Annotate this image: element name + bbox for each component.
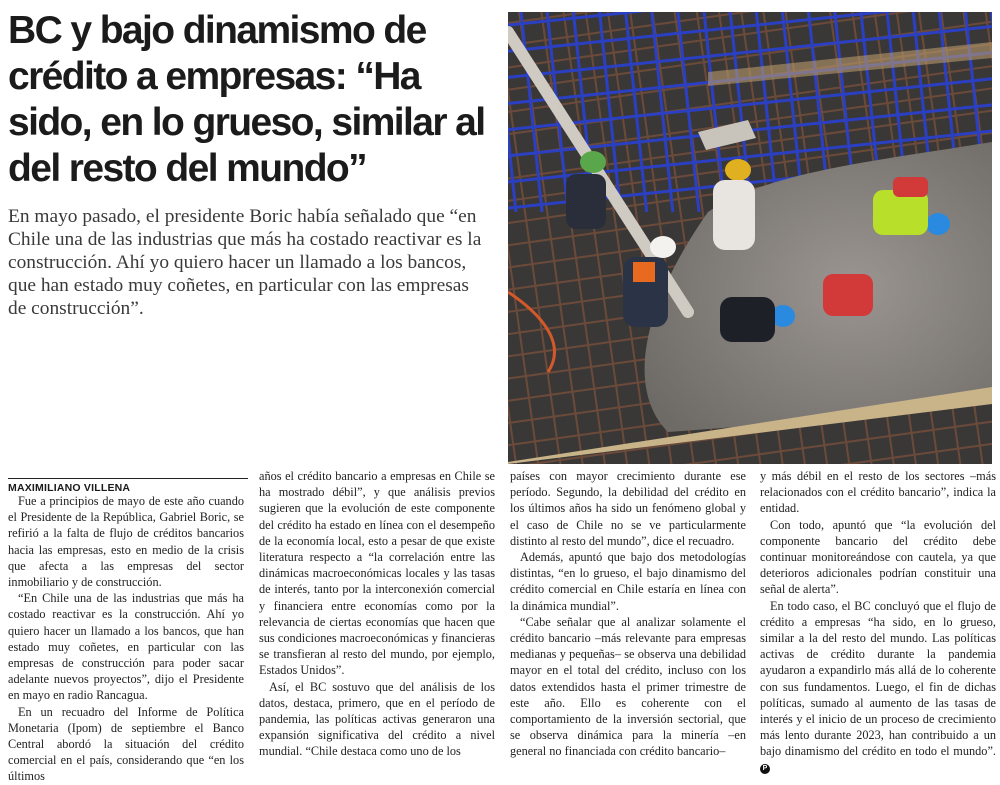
construction-photo-illustration	[508, 12, 992, 464]
paragraph: “En Chile una de las industrias que más ha costado reactivar es la construcción. Ahí yo quiero hacer un llamado a los bancos, que han estado muy coñetes, en particular con las empresas de construcción para poder sacar adelante nuevos proyectos”, dijo el Presidente en mayo en radio Rancagua.	[8, 591, 244, 703]
paragraph-final	[760, 598, 996, 776]
paragraph: países con mayor crecimiento durante ese período. Segundo, la debilidad del crédito en los últimos años ha sido un fenómeno global y el caso de Chile no se ve particularmente distinto al resto del mundo”, dice el recuadro.	[510, 469, 746, 548]
paragraph: Fue a principios de mayo de este año cuando el Presidente de la República, Gabriel Boric, se refirió a la falta de flujo de créditos bancarios hacia las empresas, esto en medio de la crisis que afecta a las empresas del sector inmobiliario y de construcción.	[8, 494, 244, 590]
paragraph-text: En todo caso, el BC concluyó que el flujo de crédito a empresas “ha sido, en lo grueso, similar a la del resto del mundo. Las políticas activas de crédito durante la pandemia ayudaron a expandirlo más allá de lo coherente con sus fundamentos. Luego, el fin de dichas políticas, sumado al aumento de las tasas de interés y el inicio de un proceso de crecimiento más lento durante 2023, han contribuido a un bajo dinamismo del crédito en todo el mundo”.	[760, 598, 996, 759]
text-column-4	[760, 468, 996, 776]
article-headline: BC y bajo dinamismo de crédito a empresas: “Ha sido, en lo grueso, similar al del resto del mundo”	[8, 9, 485, 190]
paragraph: En un recuadro del Informe de Política Monetaria (Ipom) de septiembre el Banco Central abordó la situación del crédito comercial en el país, considerando que “en los últimos	[8, 704, 244, 784]
paragraph: “Cabe señalar que al analizar solamente el crédito bancario –más relevante para empresas medianas y pequeñas– se observa una debilidad mayor en el total del crédito, incluso con los datos extendidos hasta el primer trimestre de este año. Ello es coherente con el comportamiento de la inversión sectorial, que se observa dinámica para la minería –en general no financiada con crédito bancario–	[510, 614, 746, 759]
paragraph: Con todo, apuntó que “la evolución del componente bancario del crédito debe continuar monitoreándose con cautela, ya que deterioros adicionales podrían constituir una señal de alerta”.	[760, 517, 996, 597]
text-column-3	[510, 468, 746, 760]
paragraph: y más débil en el resto de los sectores –más relacionados con el crédito bancario”, indica la entidad.	[760, 469, 996, 516]
article-deck: En mayo pasado, el presidente Boric había señalado que “en Chile una de las industrias que más ha costado reactivar es la construcción. Ahí yo quiero hacer un llamado a los bancos, que han estado muy coñetes, en particular con las empresas de construcción”.	[8, 206, 482, 319]
text-column-1	[8, 493, 244, 785]
article-byline: MAXIMILIANO VILLENA	[8, 478, 248, 494]
paragraph: Además, apuntó que bajo dos metodologías distintas, “en lo grueso, el bajo dinamismo del crédito comercial en Chile estaría en línea con la dinámica mundial”.	[510, 550, 746, 613]
end-mark-icon: P	[760, 764, 770, 774]
construction-photo	[508, 12, 992, 464]
text-column-2	[259, 468, 495, 760]
paragraph: Así, el BC sostuvo que del análisis de los datos, destaca, primero, que en el período de pandemia, las políticas activas generaron una expansión significativa del crédito a nivel mundial. “Chile destaca como uno de los	[259, 679, 495, 759]
paragraph: años el crédito bancario a empresas en Chile se ha mostrado débil”, y que análisis previos sugieren que la evolución de este componente del crédito ha estado en línea con el desempeño de la economía local, esto a pesar de que existe literatura respecto a “la correlación entre las dinámicas macroeconómicas locales y las tasas de interés, tanto por la interconexión comercial y financiera entre economías como por la relevancia de ciertas economías que hacen que sus condiciones macroeconómicas y financieras se transfieran al resto del mundo, por ejemplo, Estados Unidos”.	[259, 469, 495, 678]
